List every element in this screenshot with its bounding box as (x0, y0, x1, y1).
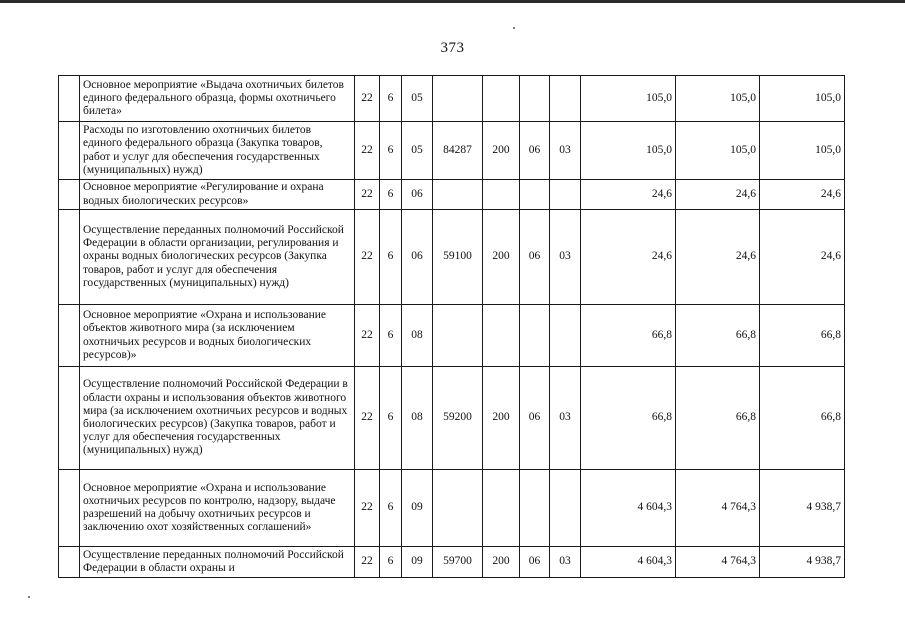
row-description: Основное мероприятие «Охрана и использование объектов животного мира (за исключением охотничьих ресурсов и водных биологических ресурсов)» (80, 305, 355, 367)
row-marker-cell (59, 547, 80, 578)
value-year-1: 105,0 (581, 76, 676, 122)
value-year-3: 105,0 (760, 122, 845, 180)
row-marker-cell (59, 180, 80, 210)
code-admin: 22 (355, 122, 380, 180)
code-program: 6 (380, 122, 402, 180)
code-event: 08 (402, 367, 433, 470)
code-program: 6 (380, 367, 402, 470)
code-section (520, 76, 550, 122)
code-admin: 22 (355, 305, 380, 367)
code-section: 06 (520, 367, 550, 470)
table-row (59, 210, 845, 305)
code-admin: 22 (355, 210, 380, 305)
code-event: 05 (402, 76, 433, 122)
code-direction: 59700 (433, 547, 483, 578)
row-marker-cell (59, 305, 80, 367)
code-subsection (550, 76, 581, 122)
value-year-3: 105,0 (760, 76, 845, 122)
code-subsection (550, 180, 581, 210)
value-year-2: 105,0 (676, 122, 760, 180)
value-year-2: 4 764,3 (676, 547, 760, 578)
value-year-1: 24,6 (581, 180, 676, 210)
row-marker-cell (59, 122, 80, 180)
code-admin: 22 (355, 76, 380, 122)
value-year-1: 105,0 (581, 122, 676, 180)
code-section (520, 180, 550, 210)
value-year-2: 24,6 (676, 210, 760, 305)
code-direction: 59200 (433, 367, 483, 470)
code-admin: 22 (355, 367, 380, 470)
code-expense-type (483, 470, 520, 547)
code-direction (433, 180, 483, 210)
code-program: 6 (380, 305, 402, 367)
code-event: 05 (402, 122, 433, 180)
code-direction (433, 470, 483, 547)
code-event: 09 (402, 470, 433, 547)
value-year-2: 66,8 (676, 367, 760, 470)
code-event: 08 (402, 305, 433, 367)
code-section: 06 (520, 547, 550, 578)
scan-top-edge (0, 0, 905, 3)
value-year-2: 24,6 (676, 180, 760, 210)
value-year-2: 105,0 (676, 76, 760, 122)
code-event: 06 (402, 210, 433, 305)
row-description: Основное мероприятие «Выдача охотничьих билетов единого федерального образца, формы охотничьего билета» (80, 76, 355, 122)
code-program: 6 (380, 210, 402, 305)
value-year-1: 4 604,3 (581, 547, 676, 578)
row-description: Осуществление полномочий Российской Федерации в области охраны и использования объектов животного мира (за исключением охотничьих ресурсов и водных биологических ресурсов) (Закупка товаров, работ и услуг для обеспечения государственных (муниципальных) нужд) (80, 367, 355, 470)
row-marker-cell (59, 470, 80, 547)
value-year-3: 24,6 (760, 180, 845, 210)
code-subsection: 03 (550, 547, 581, 578)
code-direction (433, 305, 483, 367)
code-section: 06 (520, 122, 550, 180)
code-event: 09 (402, 547, 433, 578)
value-year-3: 66,8 (760, 305, 845, 367)
scan-speck (28, 596, 30, 598)
code-direction: 59100 (433, 210, 483, 305)
code-expense-type: 200 (483, 210, 520, 305)
code-admin: 22 (355, 470, 380, 547)
table-row (59, 547, 845, 578)
table-row (59, 76, 845, 122)
code-section (520, 470, 550, 547)
code-expense-type: 200 (483, 547, 520, 578)
code-program: 6 (380, 180, 402, 210)
code-direction: 84287 (433, 122, 483, 180)
code-section: 06 (520, 210, 550, 305)
code-expense-type: 200 (483, 122, 520, 180)
value-year-1: 4 604,3 (581, 470, 676, 547)
code-subsection: 03 (550, 210, 581, 305)
code-admin: 22 (355, 547, 380, 578)
code-expense-type (483, 305, 520, 367)
row-description: Основное мероприятие «Регулирование и охрана водных биологических ресурсов» (80, 180, 355, 210)
code-subsection: 03 (550, 367, 581, 470)
table-row (59, 470, 845, 547)
row-marker-cell (59, 210, 80, 305)
row-marker-cell (59, 367, 80, 470)
row-description: Осуществление переданных полномочий Российской Федерации в области организации, регулирования и охраны водных биологических ресурсов (Закупка товаров, работ и услуг для обеспечения государственных (муниципальных) нужд) (80, 210, 355, 305)
budget-table (58, 75, 845, 578)
code-expense-type (483, 76, 520, 122)
table-row (59, 367, 845, 470)
code-subsection: 03 (550, 122, 581, 180)
code-direction (433, 76, 483, 122)
code-program: 6 (380, 547, 402, 578)
table-row (59, 305, 845, 367)
code-program: 6 (380, 470, 402, 547)
value-year-3: 4 938,7 (760, 547, 845, 578)
scan-speck (513, 27, 515, 29)
code-subsection (550, 470, 581, 547)
value-year-3: 24,6 (760, 210, 845, 305)
value-year-2: 4 764,3 (676, 470, 760, 547)
value-year-3: 66,8 (760, 367, 845, 470)
value-year-1: 66,8 (581, 367, 676, 470)
row-description: Основное мероприятие «Охрана и использование охотничьих ресурсов по контролю, надзору, выдаче разрешений на добычу охотничьих ресурсов и заключению охот хозяйственных соглашений» (80, 470, 355, 547)
code-expense-type: 200 (483, 367, 520, 470)
code-program: 6 (380, 76, 402, 122)
row-description: Осуществление переданных полномочий Российской Федерации в области охраны и (80, 547, 355, 578)
code-event: 06 (402, 180, 433, 210)
code-expense-type (483, 180, 520, 210)
value-year-3: 4 938,7 (760, 470, 845, 547)
row-description: Расходы по изготовлению охотничьих билетов единого федерального образца (Закупка товаров, работ и услуг для обеспечения государственных (муниципальных) нужд) (80, 122, 355, 180)
code-subsection (550, 305, 581, 367)
row-marker-cell (59, 76, 80, 122)
value-year-1: 24,6 (581, 210, 676, 305)
page-number: 373 (440, 40, 465, 56)
value-year-1: 66,8 (581, 305, 676, 367)
code-admin: 22 (355, 180, 380, 210)
value-year-2: 66,8 (676, 305, 760, 367)
table-row (59, 122, 845, 180)
code-section (520, 305, 550, 367)
table-row (59, 180, 845, 210)
